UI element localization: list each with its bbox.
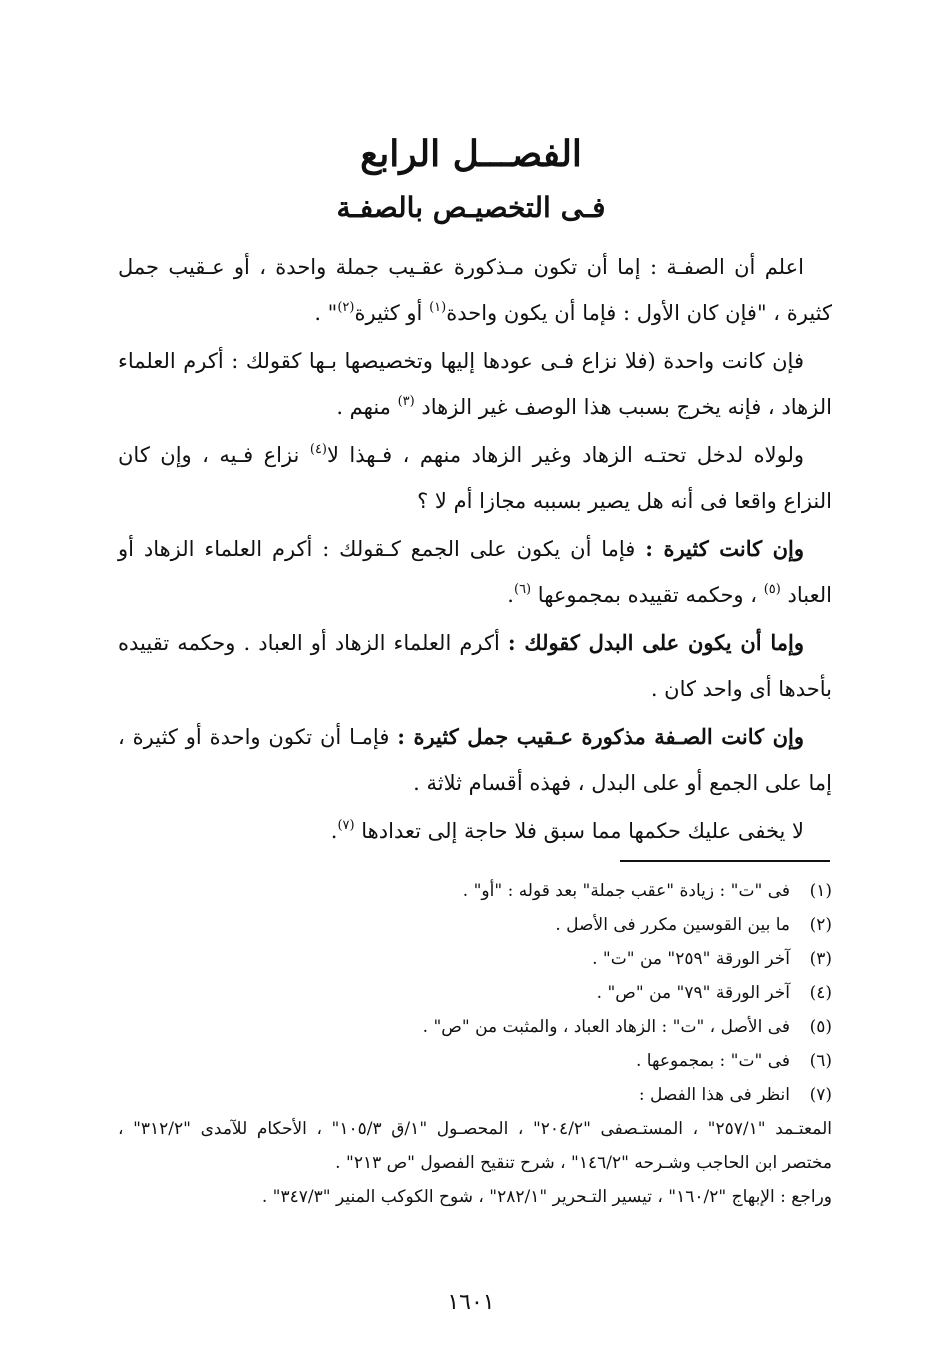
footnote-ref: (٦): [513, 582, 532, 597]
footnote-number: (٤): [809, 983, 832, 1003]
footnote-text: انظر فى هذا الفصل :: [638, 1085, 790, 1105]
footnote-number: (٦): [809, 1051, 832, 1071]
paragraph-text: أو كثيرة: [354, 301, 430, 325]
paragraph-lead: وإما أن يكون على البدل كقولك :: [507, 630, 804, 655]
chapter-title: الفصـــل الرابع: [360, 133, 582, 175]
paragraph-lead: وإن كانت كثيرة :: [645, 536, 804, 561]
footnote-ref: (٧): [337, 818, 355, 833]
paragraph-4: [118, 526, 832, 618]
footnote-item: [118, 1078, 832, 1112]
footnote-references: وراجع : الإبهاج "١٦٠/٢" ، تيسير التـحرير "٢٨٢/١" ، شوح الكوكب المنير "٣٤٧/٣" .: [261, 1187, 832, 1207]
footnote-separator: [620, 860, 830, 862]
footnote-ref: (٤): [309, 442, 327, 457]
paragraph-2: [118, 338, 832, 430]
paragraph-5: [118, 620, 832, 712]
footnotes: [118, 874, 832, 1214]
footnote-item: [118, 976, 832, 1010]
footnote-item: [118, 942, 832, 976]
paragraph-3: [118, 432, 832, 524]
main-body: [118, 244, 832, 854]
footnote-number: (٧): [809, 1085, 832, 1105]
paragraph-7: [118, 808, 832, 854]
paragraph-1: [118, 244, 832, 336]
paragraph-text: اعلم أن الصفـة : إما أن تكون مـذكورة عقـيب جملة واحدة ، أو عـقيب جمل كثيرة ، "فإن كان الأول : فإما أن يكون واحدة: [118, 255, 832, 325]
footnote-text: آخر الورقة "٧٩" من "ص" .: [596, 983, 790, 1003]
footnote-text: فى الأصل ، "ت" : الزهاد العباد ، والمثبت من "ص" .: [422, 1017, 790, 1037]
footnote-number: (٥): [809, 1017, 832, 1037]
paragraph-text: لا يخفى عليك حكمها مما سبق فلا حاجة إلى تعدادها: [354, 819, 804, 843]
footnote-text: فى "ت" : بمجموعها .: [636, 1051, 790, 1071]
paragraph-text: ، وحكمه تقييده بمجموعها: [531, 583, 764, 607]
footnote-ref: (٣): [397, 394, 415, 409]
footnote-number: (١): [809, 881, 832, 901]
paragraph-text: أكرم العلماء الزهاد أو العباد . وحكمه تقييده بأحدها أى واحد كان .: [118, 631, 832, 701]
paragraph-text: .: [507, 583, 514, 607]
paragraph-text: فإن كانت واحدة (فلا نزاع فـى عودها إليها وتخصيصها بـها كقولك : أكرم العلماء الزهاد ، فإنه يخرج بسبب هذا الوصف غير الزهاد: [118, 349, 832, 419]
paragraph-text: منهم .: [336, 395, 398, 419]
footnote-item: [118, 908, 832, 942]
page-number: ١٦٠١: [447, 1290, 495, 1315]
footnote-text: آخر الورقة "٢٥٩" من "ت" .: [592, 949, 790, 969]
footnote-number: (٣): [809, 949, 832, 969]
paragraph-text: ولولاه لدخل تحتـه الزهاد وغير الزهاد منهم ، فـهذا لا: [327, 443, 804, 467]
paragraph-text: " .: [314, 301, 338, 325]
footnote-ref: (١): [429, 300, 447, 315]
paragraph-lead: وإن كانت الصـفة مذكورة عـقيب جمل كثيرة :: [397, 724, 804, 749]
footnote-item: [118, 1010, 832, 1044]
paragraph-text: .: [330, 819, 338, 843]
footnote-item: [118, 1044, 832, 1078]
paragraph-text: فإما أن يكون على الجمع كـقولك : أكرم العلماء الزهاد أو العباد: [118, 537, 832, 607]
footnote-number: (٢): [809, 915, 832, 935]
footnote-text: ما بين القوسين مكرر فى الأصل .: [555, 915, 790, 935]
footnote-ref: (٢): [337, 300, 355, 315]
paragraph-6: [118, 714, 832, 806]
footnote-references: المعتـمد "٢٥٧/١" ، المستـصفى "٢٠٤/٢" ، المحصـول "١/ق ١٠٥/٣" ، الأحكام للآمدى "٣١٢/٢" ، مختصر ابن الحاجب وشـرحه "١٤٦/٢" ، شرح تنقيح الفصول "ص ٢١٣" .: [118, 1119, 832, 1173]
paragraph-text: فإمـا أن تكون واحدة أو كثيرة ، إما على الجمع أو على البدل ، فهذه أقسام ثلاثة .: [118, 725, 832, 795]
footnote-item: [118, 874, 832, 908]
chapter-subtitle: فـى التخصيـص بالصفـة: [336, 191, 606, 224]
paragraph-text: نزاع فـيه ، وإن كان النزاع واقعا فى أنه هل يصير بسببه مجازا أم لا ؟: [118, 443, 832, 513]
footnote-text: فى "ت" : زيادة "عقب جملة" بعد قوله : "أو" .: [462, 881, 790, 901]
footnote-ref: (٥): [763, 582, 781, 597]
